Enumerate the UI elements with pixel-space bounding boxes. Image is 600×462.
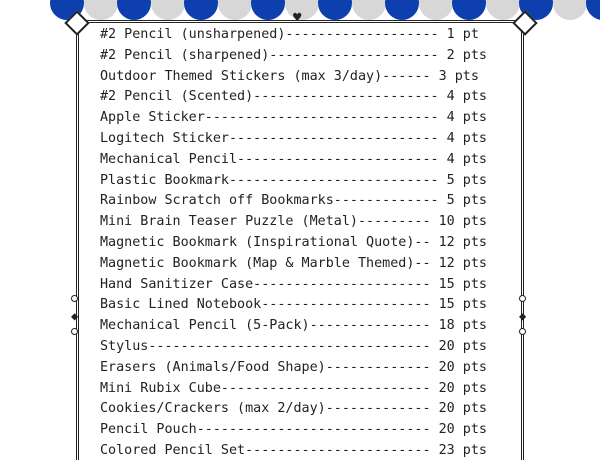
list-item-text: Mechanical Pencil------------------------- 4 pts [100,151,487,167]
decorative-circle [184,0,218,20]
list-item-text: #2 Pencil (unsharpened)------------------- 1 pt [100,27,479,42]
list-item-text: Basic Lined Notebook--------------------- 15 pts [100,297,487,313]
list-item-text: Mini Brain Teaser Puzzle (Metal)--------- 10 pts [100,214,487,230]
list-item [100,129,520,150]
list-item-text: Pencil Pouch----------------------------- 20 pts [100,422,487,438]
list-item-text: #2 Pencil (Scented)----------------------- 4 pts [100,89,487,105]
reward-price-list [100,25,520,462]
list-item-text: Magnetic Bookmark (Map & Marble Themed)-- 12 pts [100,255,487,271]
list-item [100,25,520,46]
heart-icon: ♥ [293,10,302,26]
decorative-circle [84,0,118,20]
list-item [100,337,520,358]
list-item [100,233,520,254]
list-item-text: Magnetic Bookmark (Inspirational Quote)-- 12 pts [100,234,487,250]
list-item [100,191,520,212]
decorative-circle [352,0,386,20]
list-item-text: Mechanical Pencil (5-Pack)--------------- 18 pts [100,318,487,334]
frame-dot-ornament [519,295,526,302]
diamond-icon: ◆ [71,309,79,323]
list-item-text: Hand Sanitizer Case---------------------- 15 pts [100,276,487,292]
list-item-text: Colored Pencil Set----------------------- 23 pts [100,442,487,458]
frame-dot-ornament [519,328,526,335]
decorative-circle [285,0,319,20]
list-item [100,46,520,67]
list-item [100,420,520,441]
decorative-circle [452,0,486,20]
list-item [100,379,520,400]
list-item [100,358,520,379]
list-item-text: Erasers (Animals/Food Shape)------------- 20 pts [100,359,487,375]
decorative-circle [553,0,587,20]
list-item-text: Stylus----------------------------------- 20 pts [100,338,487,354]
decorative-circle [419,0,453,20]
list-item [100,171,520,192]
frame-dot-ornament [71,328,78,335]
list-item-text: Outdoor Themed Stickers (max 3/day)------ 3 pts [100,68,479,84]
list-item-text: Logitech Sticker-------------------------- 4 pts [100,130,487,146]
decorative-circle [151,0,185,20]
decorative-circle [318,0,352,20]
list-item [100,108,520,129]
frame-dot-ornament [71,295,78,302]
decorative-circle [117,0,151,20]
decorative-circle [486,0,520,20]
list-item [100,441,520,462]
list-item [100,67,520,88]
list-item-text: #2 Pencil (sharpened)--------------------- 2 pts [100,47,487,63]
list-item-text: Mini Rubix Cube-------------------------- 20 pts [100,380,487,396]
list-item [100,87,520,108]
list-item [100,316,520,337]
list-item-text: Apple Sticker----------------------------- 4 pts [100,110,487,126]
decorative-circle [251,0,285,20]
decorative-circle [218,0,252,20]
list-item-text: Rainbow Scratch off Bookmarks------------- 5 pts [100,193,487,209]
decorative-circle [586,0,600,20]
decorative-circle [385,0,419,20]
list-item-text: Plastic Bookmark-------------------------- 5 pts [100,172,487,188]
list-item [100,295,520,316]
list-item [100,212,520,233]
list-item-text: Cookies/Crackers (max 2/day)------------- 20 pts [100,401,487,417]
list-item [100,254,520,275]
diamond-icon: ◆ [519,309,527,323]
list-item [100,399,520,420]
list-item [100,150,520,171]
list-item [100,275,520,296]
